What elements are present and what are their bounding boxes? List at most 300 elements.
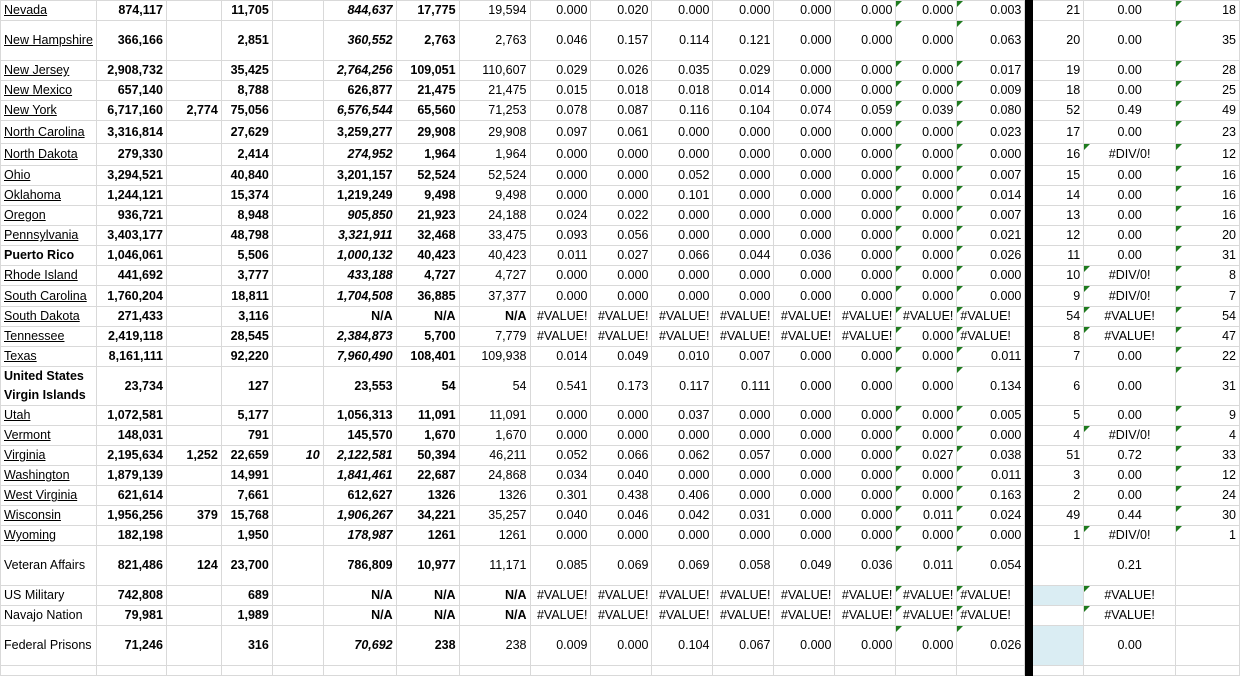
cell[interactable]: 0.00 <box>1084 626 1176 666</box>
cell[interactable]: 0.015 <box>530 81 591 101</box>
cell[interactable]: 0.031 <box>713 506 774 526</box>
state-name-cell[interactable] <box>1 101 97 121</box>
cell[interactable]: 3,294,521 <box>96 166 166 186</box>
state-link[interactable]: North Carolina <box>4 124 85 139</box>
cell[interactable] <box>272 144 323 166</box>
cell[interactable] <box>591 666 652 676</box>
cell[interactable]: 1,670 <box>459 426 530 446</box>
cell[interactable]: 0.00 <box>1084 186 1176 206</box>
cell[interactable]: #VALUE! <box>713 586 774 606</box>
cell[interactable]: 238 <box>396 626 459 666</box>
cell[interactable]: 0.000 <box>713 186 774 206</box>
state-name-cell[interactable] <box>1 121 97 144</box>
cell[interactable]: 3,201,157 <box>323 166 396 186</box>
cell[interactable]: 1,760,204 <box>96 286 166 307</box>
cell[interactable]: 0.000 <box>896 626 957 666</box>
cell[interactable]: 1326 <box>396 486 459 506</box>
cell[interactable]: 0.011 <box>896 546 957 586</box>
cell[interactable]: 0.058 <box>713 546 774 586</box>
cell[interactable]: 0.000 <box>591 166 652 186</box>
cell[interactable]: 0.014 <box>713 81 774 101</box>
cell[interactable] <box>166 206 221 226</box>
cell[interactable] <box>272 81 323 101</box>
cell[interactable]: 7,661 <box>221 486 272 506</box>
cell[interactable]: 0.000 <box>530 266 591 286</box>
cell[interactable]: 844,637 <box>323 1 396 21</box>
cell[interactable]: #VALUE! <box>713 327 774 347</box>
cell[interactable]: 0.000 <box>591 626 652 666</box>
cell[interactable]: 9 <box>1033 286 1084 307</box>
cell[interactable]: 0.042 <box>652 506 713 526</box>
cell[interactable] <box>272 206 323 226</box>
cell[interactable]: 0.000 <box>774 166 835 186</box>
cell[interactable]: #VALUE! <box>957 307 1025 327</box>
cell[interactable] <box>272 406 323 426</box>
cell[interactable]: 0.00 <box>1084 166 1176 186</box>
cell[interactable]: 65,560 <box>396 101 459 121</box>
cell[interactable]: 0.011 <box>957 347 1025 367</box>
cell[interactable]: 0.000 <box>530 406 591 426</box>
cell[interactable]: 0.000 <box>530 186 591 206</box>
cell[interactable]: 51 <box>1033 446 1084 466</box>
state-link[interactable]: Nevada <box>4 3 48 17</box>
cell[interactable]: 70,692 <box>323 626 396 666</box>
cell[interactable]: 15,374 <box>221 186 272 206</box>
cell[interactable]: #VALUE! <box>957 606 1025 626</box>
cell[interactable]: 0.104 <box>713 101 774 121</box>
cell[interactable]: 0.000 <box>835 206 896 226</box>
cell[interactable]: 0.44 <box>1084 506 1176 526</box>
cell[interactable]: 3,321,911 <box>323 226 396 246</box>
cell[interactable]: 0.000 <box>774 446 835 466</box>
cell[interactable] <box>272 347 323 367</box>
cell[interactable]: 1261 <box>396 526 459 546</box>
cell[interactable]: #VALUE! <box>652 586 713 606</box>
cell[interactable]: 3 <box>1033 466 1084 486</box>
cell[interactable]: 0.000 <box>835 186 896 206</box>
cell[interactable]: 50,394 <box>396 446 459 466</box>
cell[interactable]: 1,056,313 <box>323 406 396 426</box>
state-link[interactable]: West Virginia <box>4 488 78 502</box>
state-name-cell[interactable] <box>1 546 97 586</box>
cell[interactable]: 0.000 <box>652 1 713 21</box>
cell[interactable]: 0.000 <box>896 526 957 546</box>
cell[interactable]: 0.000 <box>896 186 957 206</box>
cell[interactable]: 0.000 <box>835 406 896 426</box>
cell[interactable]: 0.000 <box>896 166 957 186</box>
state-name-cell[interactable] <box>1 61 97 81</box>
cell[interactable]: 148,031 <box>96 426 166 446</box>
state-link[interactable]: Virginia <box>4 448 46 462</box>
cell[interactable]: 786,809 <box>323 546 396 586</box>
cell[interactable]: 2,774 <box>166 101 221 121</box>
state-name-cell[interactable] <box>1 586 97 606</box>
cell[interactable]: 0.000 <box>835 246 896 266</box>
cell[interactable]: 0.000 <box>957 144 1025 166</box>
cell[interactable] <box>166 586 221 606</box>
cell[interactable]: 742,808 <box>96 586 166 606</box>
cell[interactable]: 936,721 <box>96 206 166 226</box>
cell[interactable]: 279,330 <box>96 144 166 166</box>
cell[interactable] <box>166 406 221 426</box>
cell[interactable]: 0.000 <box>713 486 774 506</box>
cell[interactable] <box>272 266 323 286</box>
state-name-cell[interactable] <box>1 426 97 446</box>
cell[interactable]: 1,252 <box>166 446 221 466</box>
cell[interactable]: 0.406 <box>652 486 713 506</box>
cell[interactable]: 0.000 <box>530 286 591 307</box>
cell[interactable]: 18 <box>1033 81 1084 101</box>
cell[interactable]: 6,717,160 <box>96 101 166 121</box>
cell[interactable] <box>272 1 323 21</box>
cell[interactable]: 379 <box>166 506 221 526</box>
cell[interactable]: 109,051 <box>396 61 459 81</box>
cell[interactable]: 110,607 <box>459 61 530 81</box>
cell[interactable]: 8,788 <box>221 81 272 101</box>
cell[interactable]: 16 <box>1033 144 1084 166</box>
cell[interactable]: 182,198 <box>96 526 166 546</box>
cell[interactable] <box>272 486 323 506</box>
cell[interactable]: 0.067 <box>713 626 774 666</box>
cell[interactable] <box>1033 546 1084 586</box>
cell[interactable]: 0.011 <box>530 246 591 266</box>
cell[interactable]: #VALUE! <box>774 586 835 606</box>
cell[interactable]: 0.007 <box>713 347 774 367</box>
cell[interactable]: 124 <box>166 546 221 586</box>
cell[interactable]: 0.000 <box>774 186 835 206</box>
cell[interactable]: 0.000 <box>774 226 835 246</box>
cell[interactable]: 2,195,634 <box>96 446 166 466</box>
cell[interactable]: 0.000 <box>774 286 835 307</box>
cell[interactable] <box>774 666 835 676</box>
cell[interactable]: 0.000 <box>774 21 835 61</box>
cell[interactable]: 0.085 <box>530 546 591 586</box>
cell[interactable]: 40,423 <box>396 246 459 266</box>
cell[interactable]: 0.000 <box>774 426 835 446</box>
cell[interactable]: 0.038 <box>957 446 1025 466</box>
cell[interactable]: 34,221 <box>396 506 459 526</box>
state-name-cell[interactable] <box>1 466 97 486</box>
cell[interactable]: #VALUE! <box>1084 307 1176 327</box>
cell[interactable]: #DIV/0! <box>1084 286 1176 307</box>
cell[interactable]: 2,414 <box>221 144 272 166</box>
cell[interactable]: 28,545 <box>221 327 272 347</box>
cell[interactable]: 8 <box>1176 266 1240 286</box>
cell[interactable]: 0.069 <box>652 546 713 586</box>
cell[interactable]: 1 <box>1033 526 1084 546</box>
cell[interactable]: 8,161,111 <box>96 347 166 367</box>
cell[interactable]: 1,964 <box>396 144 459 166</box>
cell[interactable]: #VALUE! <box>835 307 896 327</box>
cell[interactable]: 2,384,873 <box>323 327 396 347</box>
cell[interactable]: 0.00 <box>1084 466 1176 486</box>
cell[interactable]: 71,253 <box>459 101 530 121</box>
cell[interactable]: #VALUE! <box>1084 327 1176 347</box>
cell[interactable]: 0.000 <box>896 81 957 101</box>
cell[interactable]: 11,091 <box>459 406 530 426</box>
cell[interactable]: 178,987 <box>323 526 396 546</box>
cell[interactable]: 0.000 <box>713 466 774 486</box>
cell[interactable] <box>166 307 221 327</box>
state-name-cell[interactable] <box>1 626 97 666</box>
cell[interactable] <box>166 61 221 81</box>
cell[interactable]: 0.066 <box>591 446 652 466</box>
cell[interactable]: 0.057 <box>713 446 774 466</box>
state-link[interactable]: North Dakota <box>4 147 78 161</box>
cell[interactable] <box>166 347 221 367</box>
cell[interactable]: 0.000 <box>835 166 896 186</box>
cell[interactable] <box>1176 586 1240 606</box>
cell[interactable]: 821,486 <box>96 546 166 586</box>
cell[interactable] <box>166 266 221 286</box>
cell[interactable]: 11,091 <box>396 406 459 426</box>
cell[interactable] <box>272 186 323 206</box>
cell[interactable]: 0.005 <box>957 406 1025 426</box>
state-link[interactable]: New York <box>4 103 57 117</box>
state-link[interactable]: Wyoming <box>4 528 56 542</box>
cell[interactable]: 0.000 <box>652 226 713 246</box>
cell[interactable]: 1,989 <box>221 606 272 626</box>
cell[interactable]: 2,763 <box>459 21 530 61</box>
cell[interactable]: 0.000 <box>835 446 896 466</box>
cell[interactable]: 360,552 <box>323 21 396 61</box>
cell[interactable] <box>166 186 221 206</box>
cell[interactable]: 18,811 <box>221 286 272 307</box>
cell[interactable]: 0.066 <box>652 246 713 266</box>
cell[interactable]: 0.097 <box>530 121 591 144</box>
cell[interactable] <box>272 286 323 307</box>
cell[interactable] <box>166 1 221 21</box>
cell[interactable]: 0.000 <box>835 21 896 61</box>
cell[interactable]: 21,923 <box>396 206 459 226</box>
cell[interactable]: 0.093 <box>530 226 591 246</box>
cell[interactable]: 21,475 <box>459 81 530 101</box>
cell[interactable]: 0.000 <box>896 266 957 286</box>
cell[interactable]: #VALUE! <box>591 307 652 327</box>
cell[interactable]: 0.00 <box>1084 226 1176 246</box>
cell[interactable]: N/A <box>323 586 396 606</box>
cell[interactable]: 0.000 <box>774 81 835 101</box>
cell[interactable]: 14,991 <box>221 466 272 486</box>
cell[interactable]: 0.049 <box>591 347 652 367</box>
cell[interactable] <box>166 81 221 101</box>
cell[interactable]: 0.111 <box>713 367 774 406</box>
cell[interactable]: 109,938 <box>459 347 530 367</box>
cell[interactable]: 0.000 <box>835 61 896 81</box>
cell[interactable]: #VALUE! <box>652 327 713 347</box>
cell[interactable]: N/A <box>459 606 530 626</box>
cell[interactable]: 0.000 <box>896 486 957 506</box>
cell[interactable]: 5,177 <box>221 406 272 426</box>
cell[interactable]: 0.000 <box>774 526 835 546</box>
cell[interactable]: 2,764,256 <box>323 61 396 81</box>
cell[interactable]: 0.000 <box>835 526 896 546</box>
cell[interactable]: #VALUE! <box>835 327 896 347</box>
cell[interactable]: 15,768 <box>221 506 272 526</box>
cell[interactable]: 0.021 <box>957 226 1025 246</box>
state-name-cell[interactable] <box>1 446 97 466</box>
cell[interactable]: 0.000 <box>835 486 896 506</box>
cell[interactable]: 31 <box>1176 367 1240 406</box>
cell[interactable]: 108,401 <box>396 347 459 367</box>
cell[interactable]: 274,952 <box>323 144 396 166</box>
cell[interactable]: 0.040 <box>591 466 652 486</box>
cell[interactable]: 10,977 <box>396 546 459 586</box>
cell[interactable]: #DIV/0! <box>1084 144 1176 166</box>
cell[interactable]: 0.000 <box>530 1 591 21</box>
cell[interactable]: 0.000 <box>713 286 774 307</box>
cell[interactable]: 21,475 <box>396 81 459 101</box>
cell[interactable]: 0.000 <box>713 406 774 426</box>
state-link[interactable]: Washington <box>4 468 70 482</box>
cell[interactable]: 0.000 <box>957 426 1025 446</box>
cell[interactable]: N/A <box>459 307 530 327</box>
cell[interactable]: #VALUE! <box>774 606 835 626</box>
cell[interactable]: 0.026 <box>591 61 652 81</box>
cell[interactable]: 0.000 <box>774 626 835 666</box>
cell[interactable]: 0.00 <box>1084 61 1176 81</box>
cell[interactable]: 52 <box>1033 101 1084 121</box>
cell[interactable]: 0.024 <box>957 506 1025 526</box>
cell[interactable]: 0.000 <box>652 266 713 286</box>
cell[interactable]: #VALUE! <box>591 606 652 626</box>
cell[interactable]: 0.121 <box>713 21 774 61</box>
cell[interactable]: 0.000 <box>652 466 713 486</box>
cell[interactable]: 22,687 <box>396 466 459 486</box>
cell[interactable]: N/A <box>459 586 530 606</box>
cell[interactable]: 0.040 <box>530 506 591 526</box>
cell[interactable]: 0.000 <box>835 121 896 144</box>
cell[interactable]: 0.063 <box>957 21 1025 61</box>
cell[interactable]: 0.000 <box>774 266 835 286</box>
cell[interactable] <box>272 166 323 186</box>
state-name-cell[interactable] <box>1 526 97 546</box>
cell[interactable]: 271,433 <box>96 307 166 327</box>
cell[interactable]: #VALUE! <box>530 327 591 347</box>
cell[interactable]: #VALUE! <box>530 606 591 626</box>
cell[interactable]: 0.000 <box>774 206 835 226</box>
cell[interactable]: 15 <box>1033 166 1084 186</box>
cell[interactable]: 5,506 <box>221 246 272 266</box>
cell[interactable]: 29,908 <box>396 121 459 144</box>
cell[interactable]: 10 <box>272 446 323 466</box>
cell[interactable] <box>272 426 323 446</box>
state-name-cell[interactable] <box>1 327 97 347</box>
cell[interactable]: 9,498 <box>459 186 530 206</box>
cell[interactable]: #VALUE! <box>713 307 774 327</box>
cell[interactable]: 1 <box>1176 526 1240 546</box>
cell[interactable]: 5 <box>1033 406 1084 426</box>
cell[interactable]: 689 <box>221 586 272 606</box>
cell[interactable]: 16 <box>1176 166 1240 186</box>
cell[interactable] <box>166 144 221 166</box>
state-name-cell[interactable] <box>1 81 97 101</box>
cell[interactable] <box>272 546 323 586</box>
state-name-cell[interactable] <box>1 307 97 327</box>
cell[interactable]: 19 <box>1033 61 1084 81</box>
cell[interactable]: 1,219,249 <box>323 186 396 206</box>
cell[interactable]: 1,046,061 <box>96 246 166 266</box>
cell[interactable]: 1,704,508 <box>323 286 396 307</box>
cell[interactable]: #VALUE! <box>652 606 713 626</box>
cell[interactable]: 0.00 <box>1084 1 1176 21</box>
cell[interactable]: 2,763 <box>396 21 459 61</box>
cell[interactable]: 31 <box>1176 246 1240 266</box>
cell[interactable]: 0.026 <box>957 246 1025 266</box>
cell[interactable] <box>1176 666 1240 676</box>
state-name-cell[interactable] <box>1 286 97 307</box>
state-link[interactable]: South Dakota <box>4 309 80 323</box>
state-link[interactable]: New Jersey <box>4 63 70 77</box>
cell[interactable]: 23,553 <box>323 367 396 406</box>
cell[interactable]: 6,576,544 <box>323 101 396 121</box>
cell[interactable]: #VALUE! <box>1084 586 1176 606</box>
state-name-cell[interactable] <box>1 186 97 206</box>
cell[interactable]: 0.000 <box>835 144 896 166</box>
cell[interactable]: 0.000 <box>774 347 835 367</box>
cell[interactable] <box>713 666 774 676</box>
cell[interactable]: 0.000 <box>530 166 591 186</box>
cell[interactable]: 37,377 <box>459 286 530 307</box>
cell[interactable] <box>896 666 957 676</box>
state-name-cell[interactable] <box>1 266 97 286</box>
cell[interactable]: 0.022 <box>591 206 652 226</box>
cell[interactable]: 54 <box>459 367 530 406</box>
cell[interactable]: 0.000 <box>835 466 896 486</box>
cell[interactable]: 0.000 <box>591 406 652 426</box>
cell[interactable]: 0.000 <box>713 426 774 446</box>
cell[interactable] <box>166 626 221 666</box>
cell[interactable]: 0.301 <box>530 486 591 506</box>
cell[interactable]: 0.003 <box>957 1 1025 21</box>
cell[interactable]: 22,659 <box>221 446 272 466</box>
cell[interactable]: 0.000 <box>774 406 835 426</box>
state-link[interactable]: Oklahoma <box>4 188 61 202</box>
cell[interactable]: 0.014 <box>530 347 591 367</box>
cell[interactable]: 2 <box>1033 486 1084 506</box>
cell[interactable]: 0.000 <box>713 526 774 546</box>
cell[interactable]: 0.018 <box>591 81 652 101</box>
cell[interactable] <box>323 666 396 676</box>
cell[interactable] <box>1084 666 1176 676</box>
cell[interactable]: 0.000 <box>896 206 957 226</box>
cell[interactable]: 35,425 <box>221 61 272 81</box>
cell[interactable] <box>166 526 221 546</box>
cell[interactable]: 48,798 <box>221 226 272 246</box>
cell[interactable]: #DIV/0! <box>1084 426 1176 446</box>
cell[interactable]: 0.117 <box>652 367 713 406</box>
state-name-cell[interactable] <box>1 21 97 61</box>
cell[interactable]: 0.000 <box>530 426 591 446</box>
cell[interactable]: 0.020 <box>591 1 652 21</box>
cell[interactable]: 0.116 <box>652 101 713 121</box>
cell[interactable]: 0.541 <box>530 367 591 406</box>
cell[interactable]: 10 <box>1033 266 1084 286</box>
cell[interactable]: 0.000 <box>591 426 652 446</box>
cell[interactable] <box>272 526 323 546</box>
cell[interactable]: 0.052 <box>652 166 713 186</box>
cell[interactable]: 0.011 <box>957 466 1025 486</box>
cell[interactable]: #VALUE! <box>835 586 896 606</box>
cell[interactable] <box>96 666 166 676</box>
cell[interactable]: 49 <box>1033 506 1084 526</box>
cell[interactable] <box>1033 626 1084 666</box>
cell[interactable]: 1,670 <box>396 426 459 446</box>
cell[interactable]: 0.000 <box>896 466 957 486</box>
cell[interactable]: 13 <box>1033 206 1084 226</box>
state-name-cell[interactable] <box>1 347 97 367</box>
cell[interactable]: 2,122,581 <box>323 446 396 466</box>
